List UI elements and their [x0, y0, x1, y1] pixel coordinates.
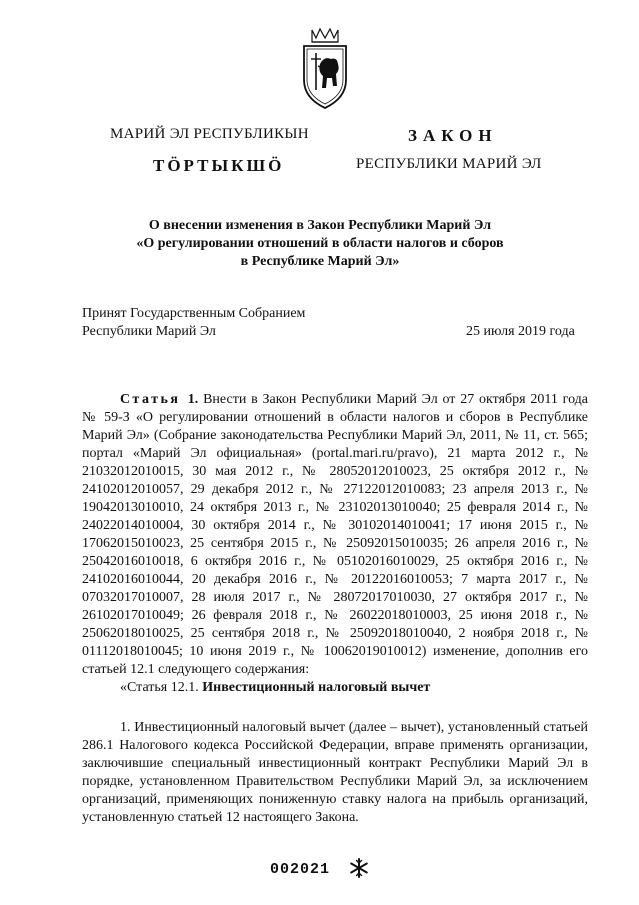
document-title: [100, 217, 540, 271]
article-label-word: Статья: [120, 392, 181, 407]
new-article-prefix: «Статья 12.1.: [120, 680, 199, 695]
item-1-paragraph: 1. Инвестиционный налоговый вычет (далее – вычет), установленный статьей 286.1 Налогового кодекса Российской Федерации, вправе применять организации, заключившие специальный инвестиционный контракт Республики Марий Эл в порядке, установленном Правительством Республики Марий Эл, за исключением организаций, применяющих пониженную ставку налога на прибыль организаций, установленную статьей 12 настоящего Закона.: [82, 720, 588, 825]
adoption-line2: Республики Марий Эл: [82, 324, 216, 339]
footer-serial-number: 002021: [270, 861, 331, 878]
new-article-title: Инвестиционный налоговый вычет: [202, 680, 431, 695]
snowflake-mark-icon: [348, 857, 370, 879]
article-number: 1.: [187, 392, 199, 407]
title-line3: в Республике Марий Эл»: [240, 254, 400, 269]
adoption-line1: Принят Государственным Собранием: [82, 306, 306, 321]
coat-of-arms-emblem: [296, 26, 354, 112]
article-text: Внести в Закон Республики Марий Эл от 27 октября 2011 года № 59-З «О регулировании отношений в области налогов и сборов в Республике Марий Эл» (Собрание законодательства Республики Марий Эл, 2011, № 11, ст. 565; портал «Марий Эл официальная» (portal.mari.ru/pravo), 21 марта 2012 г., № 21032012010015, 30 мая 2012 г., № 28052012010023, 25 октября 2012 г., № 24102012010057, 29 декабря 2012 г., № 27122012010083; 23 апреля 2013 г., № 19042013010010, 24 октября 2013 г., № 23102013010040; 25 февраля 2014 г., № 24022014010004, 30 октября 2014 г., № 30102014010041; 17 июня 2015 г., № 17062015010023, 25 сентября 2015 г., № 25092015010035; 26 апреля 2016 г., № 25042016010018, 6 октября 2016 г., № 05102016010029, 25 октября 2016 г., № 24102016010044, 20 декабря 2016 г., № 20122016010053; 7 марта 2017 г., № 07032017010007, 28 июля 2017 г., № 28072017010030, 27 октября 2017 г., № 26102017010049; 26 февраля 2018 г., № 26022018010003, 25 июня 2018 г., № 25062018010025, 25 сентября 2018 г., № 25092018010040, 2 ноября 2018 г., № 01112018010045; 10 июня 2019 г., № 10062019010012) изменение, дополнив его статьей 12.1 следующего содержания:: [82, 392, 589, 677]
header-right-line1: ЗАКОН: [408, 126, 498, 145]
title-line2: «О регулировании отношений в области налогов и сборов: [136, 236, 504, 251]
header-left-line1: МАРИЙ ЭЛ РЕСПУБЛИКЫН: [110, 126, 309, 142]
adoption-note: [82, 305, 305, 341]
title-line1: О внесении изменения в Закон Республики Марий Эл: [148, 218, 492, 233]
new-article-heading: [82, 679, 588, 697]
article-1-paragraph: [82, 391, 588, 679]
adoption-date: 25 июля 2019 года: [466, 324, 575, 339]
item-1: [82, 719, 588, 827]
header-right-line2: РЕСПУБЛИКИ МАРИЙ ЭЛ: [356, 156, 542, 172]
article-1: [82, 391, 588, 697]
header-left-line2: ТӦРТЫКШӦ: [153, 156, 285, 175]
article-label: [120, 392, 198, 407]
